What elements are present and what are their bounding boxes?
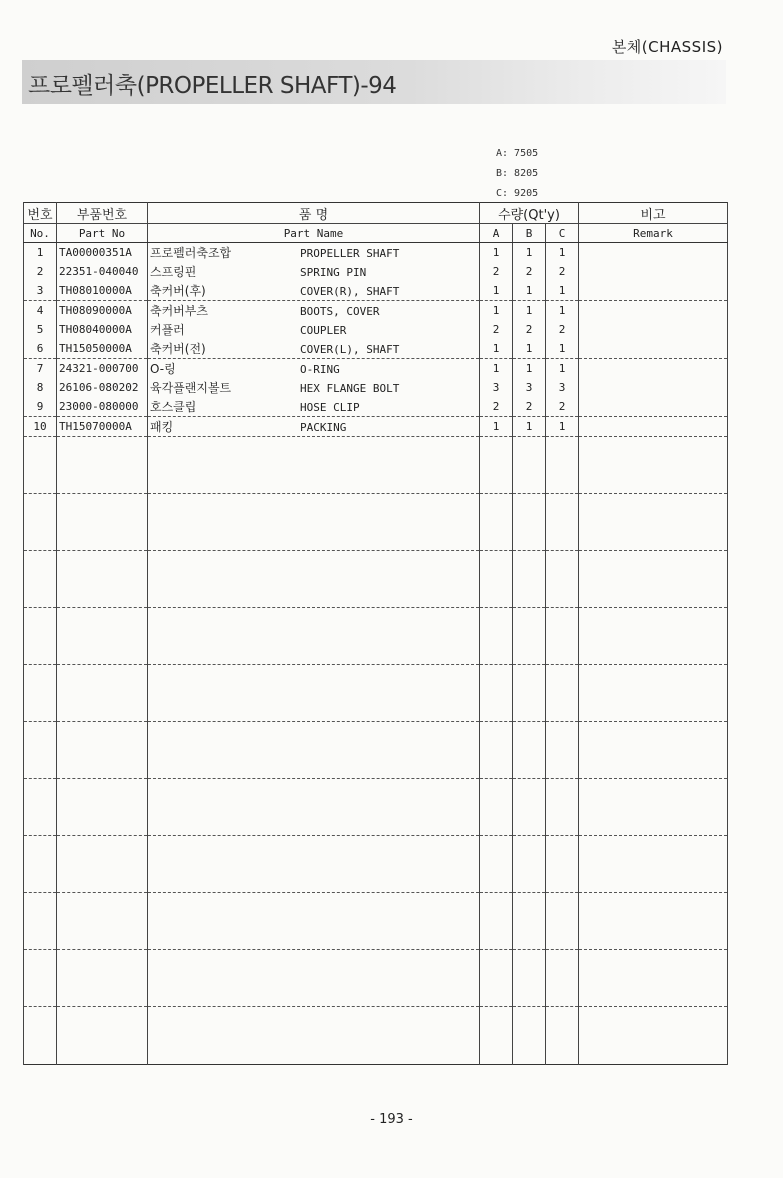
part-number: TH15050000A — [57, 339, 148, 359]
qty-c: 1 — [546, 281, 579, 301]
header-qty-b: B — [513, 224, 546, 243]
part-name-cell — [148, 320, 480, 339]
part-name-korean: 호스클립 — [150, 400, 197, 414]
header-row-english — [24, 224, 728, 243]
qty-b: 1 — [513, 301, 546, 321]
row-number: 4 — [24, 301, 57, 321]
part-name-english: PROPELLER SHAFT — [300, 247, 400, 260]
table-row — [24, 281, 728, 301]
empty-row — [24, 893, 728, 950]
table-row — [24, 301, 728, 321]
qty-b: 1 — [513, 243, 546, 263]
header-qty-kor: 수량(Qt'y) — [480, 203, 579, 224]
part-name-korean: 축커버(전) — [150, 342, 206, 356]
part-number: 22351-040040 — [57, 262, 148, 281]
header-row-korean — [24, 203, 728, 224]
qty-a: 2 — [480, 397, 513, 417]
part-name-korean: 육각플랜지볼트 — [150, 381, 232, 395]
qty-c: 2 — [546, 320, 579, 339]
empty-row — [24, 665, 728, 722]
empty-row — [24, 836, 728, 893]
qty-b: 2 — [513, 262, 546, 281]
remark — [579, 417, 728, 437]
table-row — [24, 359, 728, 379]
qty-a: 1 — [480, 301, 513, 321]
part-name-korean: O-링 — [150, 362, 176, 376]
section-label: 본체(CHASSIS) — [611, 38, 723, 56]
qty-a: 1 — [480, 281, 513, 301]
parts-table — [23, 202, 728, 1065]
empty-rows — [24, 437, 728, 1065]
model-a-label: A: 7505 — [496, 148, 539, 159]
part-name-korean: 축커버(후) — [150, 284, 206, 298]
qty-a: 3 — [480, 378, 513, 397]
table-row — [24, 417, 728, 437]
header-partno-kor: 부품번호 — [57, 203, 148, 224]
page-title: 프로펠러축(PROPELLER SHAFT)-94 — [28, 73, 397, 99]
part-number: 24321-000700 — [57, 359, 148, 379]
remark — [579, 281, 728, 301]
part-name-korean: 스프링핀 — [150, 265, 197, 279]
part-name-english: O-RING — [300, 363, 340, 376]
empty-row — [24, 950, 728, 1007]
qty-b: 1 — [513, 417, 546, 437]
remark — [579, 359, 728, 379]
row-number: 10 — [24, 417, 57, 437]
part-name-cell — [148, 281, 480, 301]
table-row — [24, 339, 728, 359]
table-row — [24, 243, 728, 263]
part-name-english: SPRING PIN — [300, 266, 367, 279]
qty-b: 1 — [513, 281, 546, 301]
row-number: 8 — [24, 378, 57, 397]
part-name-cell — [148, 378, 480, 397]
row-number: 3 — [24, 281, 57, 301]
part-name-cell — [148, 262, 480, 281]
page-number: - 193 - — [370, 1112, 413, 1127]
table-row — [24, 262, 728, 281]
qty-c: 2 — [546, 397, 579, 417]
qty-c: 1 — [546, 243, 579, 263]
model-b-label: B: 8205 — [496, 168, 539, 179]
table-row — [24, 397, 728, 417]
qty-b: 1 — [513, 339, 546, 359]
part-number: TH08040000A — [57, 320, 148, 339]
part-name-cell — [148, 397, 480, 417]
qty-c: 1 — [546, 359, 579, 379]
row-number: 5 — [24, 320, 57, 339]
qty-c: 2 — [546, 262, 579, 281]
table-row — [24, 320, 728, 339]
row-number: 9 — [24, 397, 57, 417]
part-name-english: HOSE CLIP — [300, 401, 360, 414]
header-partname-kor: 품 명 — [148, 203, 480, 224]
part-name-korean: 축커버부츠 — [150, 304, 208, 318]
part-name-korean: 커플러 — [150, 323, 185, 337]
qty-a: 2 — [480, 262, 513, 281]
header-remark-kor: 비고 — [579, 203, 728, 224]
qty-a: 1 — [480, 243, 513, 263]
part-name-korean: 프로펠러축조합 — [150, 246, 232, 260]
qty-a: 1 — [480, 339, 513, 359]
parts-body — [24, 243, 728, 437]
qty-c: 3 — [546, 378, 579, 397]
empty-row — [24, 437, 728, 494]
part-number: 23000-080000 — [57, 397, 148, 417]
qty-a: 1 — [480, 417, 513, 437]
remark — [579, 262, 728, 281]
part-name-english: COVER(L), SHAFT — [300, 343, 400, 356]
part-name-english: BOOTS, COVER — [300, 305, 380, 318]
qty-c: 1 — [546, 339, 579, 359]
qty-a: 2 — [480, 320, 513, 339]
row-number: 7 — [24, 359, 57, 379]
part-name-cell — [148, 417, 480, 437]
header-partno-eng: Part No — [57, 224, 148, 243]
part-name-english: COUPLER — [300, 324, 347, 337]
part-name-cell — [148, 339, 480, 359]
part-number: 26106-080202 — [57, 378, 148, 397]
qty-b: 2 — [513, 320, 546, 339]
empty-row — [24, 551, 728, 608]
empty-row — [24, 608, 728, 665]
part-name-cell — [148, 243, 480, 263]
part-name-cell — [148, 359, 480, 379]
row-number: 1 — [24, 243, 57, 263]
part-name-english: COVER(R), SHAFT — [300, 285, 400, 298]
qty-b: 1 — [513, 359, 546, 379]
header-remark-eng: Remark — [579, 224, 728, 243]
remark — [579, 301, 728, 321]
part-number: TH08090000A — [57, 301, 148, 321]
remark — [579, 397, 728, 417]
empty-row — [24, 722, 728, 779]
header-qty-c: C — [546, 224, 579, 243]
remark — [579, 378, 728, 397]
part-name-english: PACKING — [300, 421, 347, 434]
remark — [579, 243, 728, 263]
part-name-cell — [148, 301, 480, 321]
part-number: TA00000351A — [57, 243, 148, 263]
qty-c: 1 — [546, 301, 579, 321]
table-row — [24, 378, 728, 397]
header-no-eng: No. — [24, 224, 57, 243]
qty-b: 2 — [513, 397, 546, 417]
row-number: 2 — [24, 262, 57, 281]
part-number: TH08010000A — [57, 281, 148, 301]
part-name-korean: 패킹 — [150, 420, 174, 434]
header-partname-eng: Part Name — [148, 224, 480, 243]
header-qty-a: A — [480, 224, 513, 243]
remark — [579, 339, 728, 359]
qty-a: 1 — [480, 359, 513, 379]
part-name-english: HEX FLANGE BOLT — [300, 382, 400, 395]
remark — [579, 320, 728, 339]
qty-c: 1 — [546, 417, 579, 437]
row-number: 6 — [24, 339, 57, 359]
header-no-kor: 번호 — [24, 203, 57, 224]
model-c-label: C: 9205 — [496, 188, 539, 199]
empty-row — [24, 494, 728, 551]
part-number: TH15070000A — [57, 417, 148, 437]
empty-row — [24, 779, 728, 836]
empty-row — [24, 1007, 728, 1065]
qty-b: 3 — [513, 378, 546, 397]
